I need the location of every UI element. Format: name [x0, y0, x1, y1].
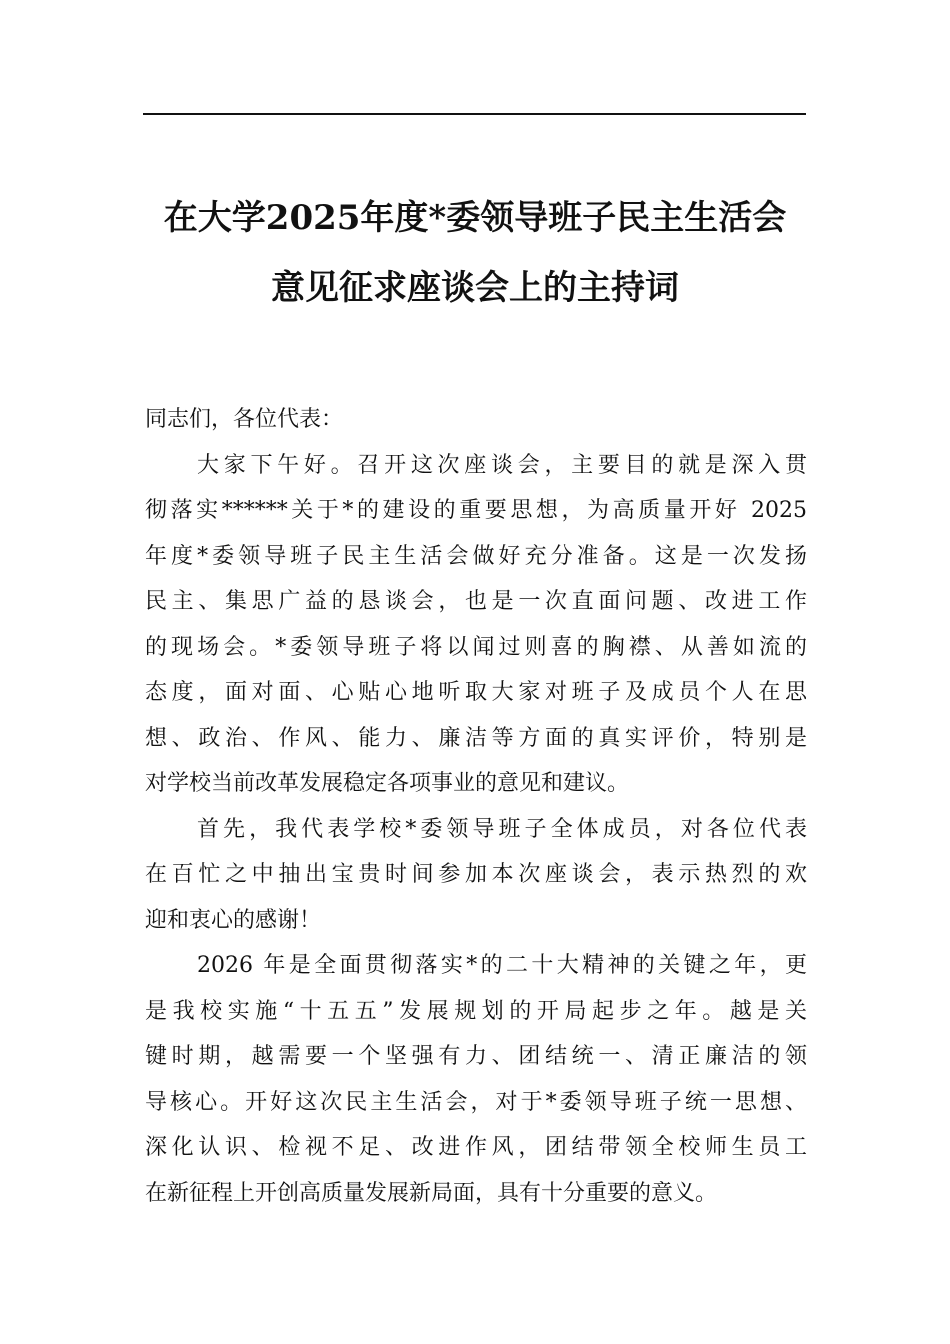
document-body	[145, 397, 807, 1216]
document-title-line-2: 意见征求座谈会上的主持词	[271, 268, 679, 308]
body-line: 深化认识、检视不足、改进作风，团结带领全校师生员工	[145, 1135, 807, 1160]
body-line: 的现场会。*委领导班子将以闻过则喜的胸襟、从善如流的	[145, 634, 807, 660]
body-line: 对学校当前改革发展稳定各项事业的意见和建议。	[145, 771, 630, 796]
body-line: 首先，我代表学校*委领导班子全体成员，对各位代表	[197, 816, 807, 842]
header-rule	[143, 113, 806, 115]
body-line: 彻落实******关于*的建设的重要思想，为高质量开好 2025	[145, 498, 807, 523]
body-line: 是我校实施“十五五”发展规划的开局起步之年。越是关	[145, 998, 807, 1024]
body-line: 在新征程上开创高质量发展新局面，具有十分重要的意义。	[145, 1180, 718, 1206]
body-line: 民主、集思广益的恳谈会，也是一次直面问题、改进工作	[145, 589, 807, 614]
body-line: 态度，面对面、心贴心地听取大家对班子及成员个人在思	[145, 680, 807, 705]
body-line: 年度*委领导班子民主生活会做好充分准备。这是一次发扬	[145, 543, 807, 569]
document-title-line-1: 在大学2025年度*委领导班子民主生活会	[163, 198, 787, 238]
salutation: 同志们，各位代表：	[145, 407, 344, 432]
body-line: 想、政治、作风、能力、廉洁等方面的真实评价，特别是	[145, 725, 807, 751]
body-line: 键时期，越需要一个坚强有力、团结统一、清正廉洁的领	[145, 1044, 807, 1069]
body-line: 导核心。开好这次民主生活会，对于*委领导班子统一思想、	[145, 1089, 807, 1115]
body-line: 迎和衷心的感谢！	[145, 907, 322, 933]
body-line: 大家下午好。召开这次座谈会，主要目的就是深入贯	[197, 452, 807, 478]
body-line: 在百忙之中抽出宝贵时间参加本次座谈会，表示热烈的欢	[145, 862, 807, 887]
body-line: 2026 年是全面贯彻落实*的二十大精神的关键之年，更	[197, 953, 807, 978]
